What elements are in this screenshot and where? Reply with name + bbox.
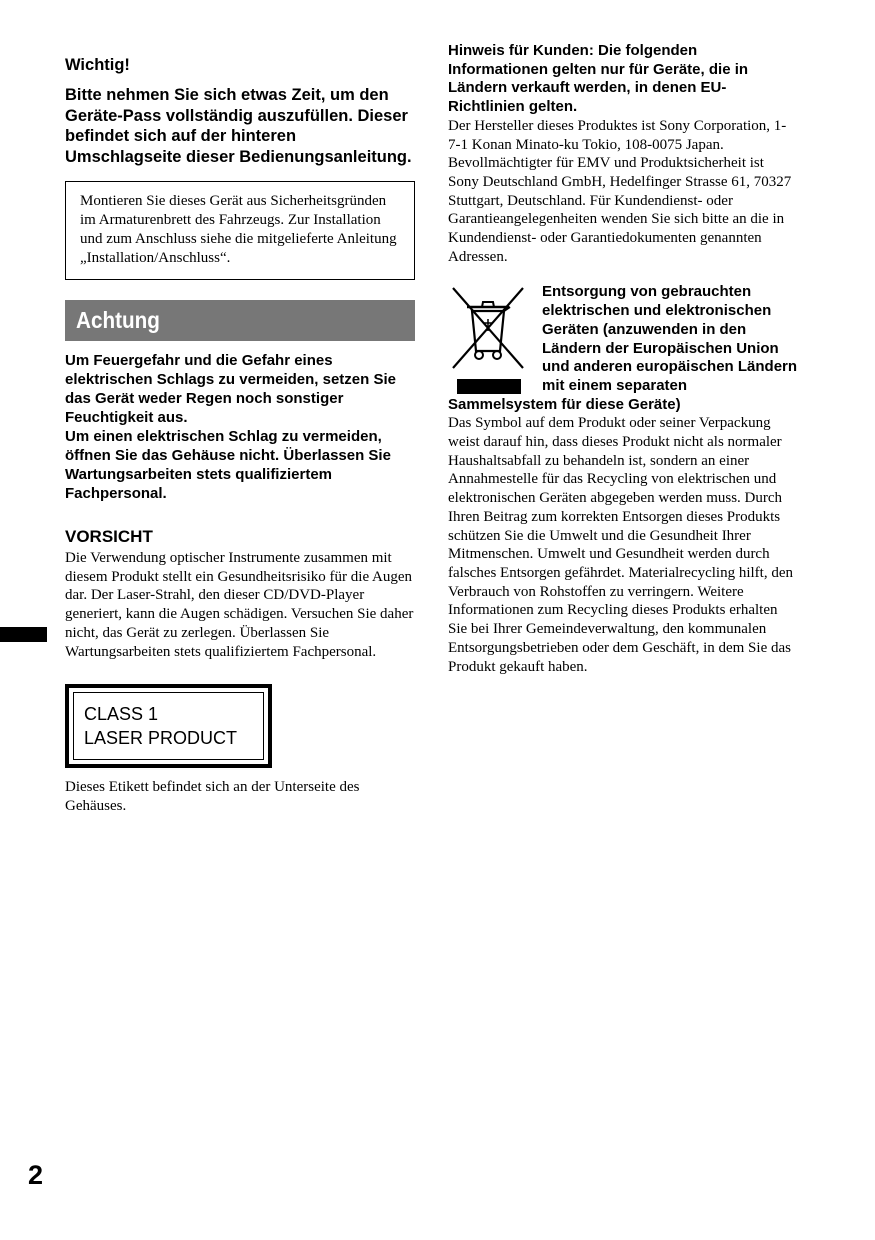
page-number: 2 [28, 1160, 44, 1190]
achtung-heading-bar [65, 300, 415, 341]
laser-product-label [65, 684, 272, 768]
laser-label-line-1: CLASS 1 [84, 704, 159, 725]
right-column [448, 42, 798, 676]
hinweis-body: Der Hersteller dieses Produktes ist Sony Corporation, 1-7-1 Konan Minato-ku Tokio, 108-0075 Japan. Bevollmächtigter für EMV und Produktsicherheit ist Sony Deutschland GmbH, Hedelfinger Strasse 61, 70327 Stuttgart, Deutschland. Für Kundendienst- oder Garantieangelegenheiten wenden Sie sich bitte an die in Kundendienst- oder Garantiedokumenten genannten Adressen. [448, 117, 792, 265]
section-tab-marker [0, 627, 47, 642]
fire-shock-warning: Um Feuergefahr und die Gefahr eines elektrischen Schlags zu vermeiden, setzen Sie das Gerät weder Regen noch sonstiger Feuchtigkeit aus. [65, 352, 396, 426]
open-housing-warning: Um einen elektrischen Schlag zu vermeiden, öffnen Sie das Gehäuse nicht. Überlassen Sie Wartungsarbeiten stets qualifiziertem Fachpersonal. [65, 428, 391, 502]
weee-section [448, 283, 798, 676]
laser-label-inner [73, 692, 264, 760]
wichtig-title: Wichtig! [65, 56, 130, 74]
laser-label-line-2: LASER PRODUCT [84, 728, 238, 749]
vorsicht-title: VORSICHT [65, 527, 153, 546]
achtung-heading: Achtung [76, 307, 160, 333]
vorsicht-body: Die Verwendung optischer Instrumente zusammen mit diesem Produkt stellt ein Gesundheitsrisiko für die Augen dar. Der Laser-Strahl, den dieser CD/DVD-Player generiert, kann die Augen schädigen. Versuchen Sie daher nicht, das Gerät zu zerlegen. Überlassen Sie Wartungsarbeiten stets qualifiziertem Fachpersonal. [65, 550, 414, 660]
hinweis-title: Hinweis für Kunden: Die folgenden Informationen gelten nur für Geräte, die in Ländern verkauft werden, in denen EU-Richtlinien gelten. [448, 42, 749, 116]
wichtig-body: Bitte nehmen Sie sich etwas Zeit, um den Geräte-Pass vollständig auszufüllen. Dieser befindet sich auf der hinteren Umschlagseite dieser Bedienungsanleitung. [65, 86, 412, 166]
label-caption: Dieses Etikett befindet sich an der Unterseite des Gehäuses. [65, 779, 360, 814]
weee-title: Entsorgung von gebrauchten elektrischen und elektronischen Geräten (anzuwenden in den Ländern der Europäischen Union und anderen europäischen Ländern mit einem separaten [542, 283, 798, 394]
weee-body: Das Symbol auf dem Produkt oder seiner Verpackung weist darauf hin, dass dieses Produkt nicht als normaler Haushaltsabfall zu behandeln ist, sondern an einer Annahmestelle für das Recycling von elektrischen und elektronischen Geräten abgegeben werden muss. Durch Ihren Beitrag zum korrekten Entsorgen dieses Produkts schützen Sie die Umwelt und die Gesundheit Ihrer Mitmenschen. Umwelt und Gesundheit werden durch falsches Entsorgen gefährdet. Materialrecycling hilft, den Verbrauch von Rohstoffen zu verringern. Weitere Informationen zum Recycling dieses Produkts erhalten Sie bei Ihrer Gemeindeverwaltung, den kommunalen Entsorgungsbetrieben oder dem Geschäft, in dem Sie das Produkt gekauft haben. [448, 415, 794, 675]
weee-title-tail: Sammelsystem für diese Geräte) [448, 395, 681, 413]
installation-notice-box: Montieren Sie dieses Gerät aus Sicherheitsgründen im Armaturenbrett des Fahrzeugs. Zur Installation und zum Anschluss siehe die mitgelieferte Anleitung „Installation/Anschluss“. [65, 181, 415, 280]
left-column [65, 55, 415, 816]
crossed-out-wheelie-bin-icon [448, 283, 528, 397]
